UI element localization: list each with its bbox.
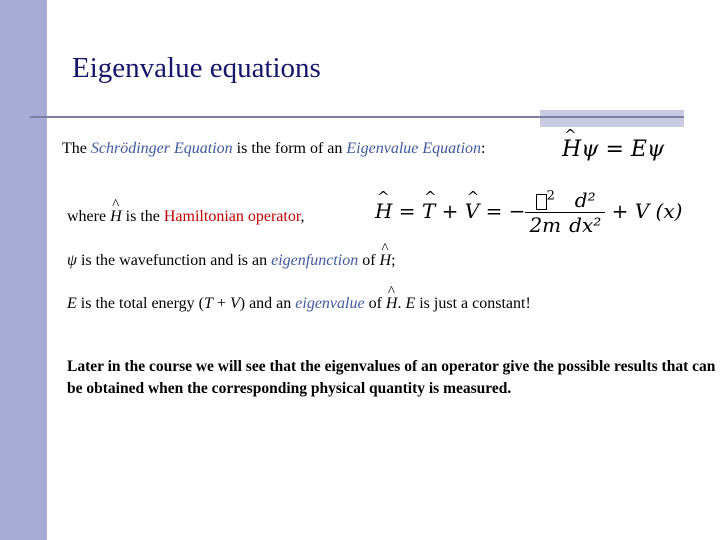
hamiltonian-line xyxy=(67,208,305,226)
line3-text: of xyxy=(358,252,380,269)
slide-sidebar xyxy=(0,0,47,540)
kinetic-operator-symbol: ^ T xyxy=(422,199,435,223)
line3-text: is the wavefunction and is an xyxy=(76,252,272,269)
plus-symbol: + xyxy=(605,199,635,223)
schrodinger-equation xyxy=(562,137,664,162)
potential-operator-symbol: ^ V xyxy=(465,199,479,223)
hamiltonian-symbol: ^ H xyxy=(386,295,398,313)
exponent: 2 xyxy=(546,188,555,204)
energy-symbol: E xyxy=(67,295,77,312)
energy-line xyxy=(67,295,531,313)
potential-symbol: V xyxy=(229,295,240,312)
title-rule-accent xyxy=(540,110,684,127)
line4-text: ) and an xyxy=(239,295,296,312)
psi-symbol: ψ xyxy=(67,252,77,269)
line1-text: is the form of an xyxy=(232,140,347,157)
equals-symbol: = xyxy=(392,199,422,223)
schrodinger-term: Schrödinger Equation xyxy=(90,140,233,157)
eigenvalue-term: eigenvalue xyxy=(295,295,365,312)
equals-minus-symbol: = − xyxy=(479,199,526,223)
energy-symbol: E xyxy=(405,295,416,312)
hamiltonian-term: Hamiltonian operator xyxy=(163,208,301,225)
plus-symbol: + xyxy=(212,295,230,312)
psi-symbol: ψ xyxy=(646,137,665,162)
line3-text: ; xyxy=(391,252,396,269)
line4-text: is the total energy ( xyxy=(76,295,205,312)
line4-text: of xyxy=(364,295,386,312)
line2-text: is the xyxy=(121,208,164,225)
slide-title: Eigenvalue equations xyxy=(72,52,321,84)
wavefunction-line xyxy=(67,252,396,270)
potential-function: V (x) xyxy=(634,199,683,223)
psi-symbol: ψ xyxy=(581,137,599,162)
hbar-fraction xyxy=(525,188,565,237)
line2-text: , xyxy=(300,208,305,225)
fraction-numerator: d² xyxy=(565,188,605,213)
eigenfunction-term: eigenfunction xyxy=(271,252,359,269)
line4-text: is just a constant! xyxy=(415,295,531,312)
title-rule xyxy=(30,116,684,118)
eigenvalue-equation-term: Eigenvalue Equation xyxy=(346,140,482,157)
line2-text: where xyxy=(67,208,111,225)
hamiltonian-symbol: ^ H xyxy=(562,137,581,162)
line1-text: : xyxy=(481,140,486,157)
kinetic-symbol: T xyxy=(204,295,213,312)
hamiltonian-symbol: ^ H xyxy=(380,252,392,270)
fraction-denominator: 2m xyxy=(529,213,562,237)
hamiltonian-symbol: ^ H xyxy=(110,208,122,226)
line1-text: The xyxy=(62,140,91,157)
hamiltonian-equation xyxy=(375,188,682,237)
missing-glyph-icon xyxy=(536,194,547,210)
energy-symbol: E xyxy=(630,137,647,162)
derivative-fraction xyxy=(565,188,605,237)
hamiltonian-symbol: ^ H xyxy=(375,199,392,223)
fraction-denominator: dx² xyxy=(569,213,602,237)
eigenvalue-note-paragraph: Later in the course we will see that the eigenvalues of an operator give the possible results that can be obtained when the corresponding physical quantity is measured. xyxy=(67,358,716,397)
equals-symbol: = xyxy=(598,137,631,162)
line4-text: . xyxy=(397,295,406,312)
schrodinger-line xyxy=(62,140,485,158)
plus-symbol: + xyxy=(435,199,465,223)
